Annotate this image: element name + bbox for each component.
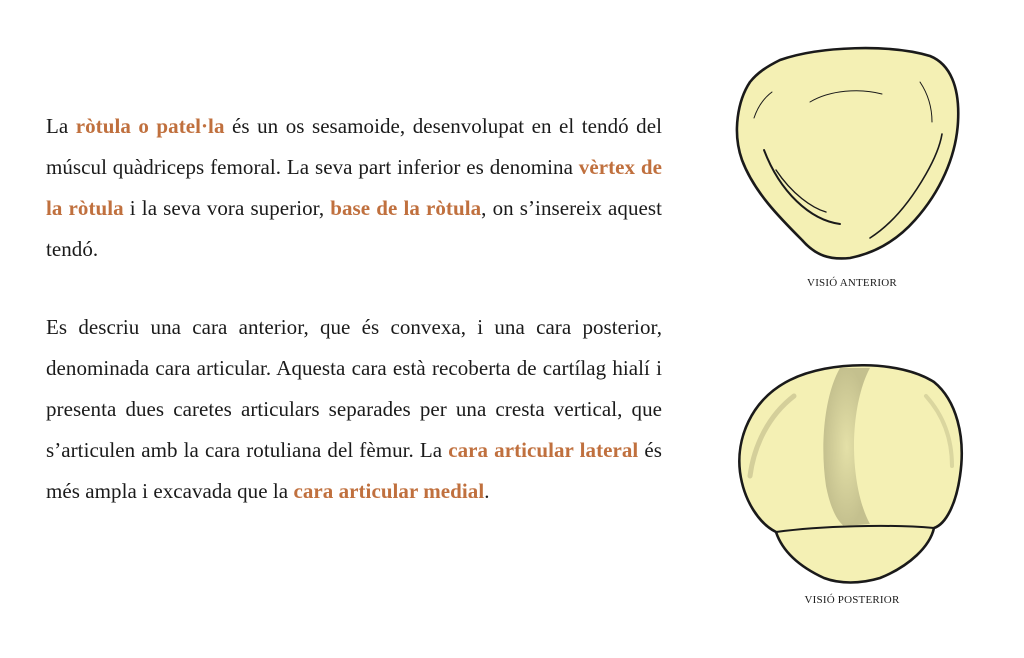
figure-posterior-view — [720, 356, 984, 606]
term-cara-articular-medial: cara articular medial — [293, 479, 485, 503]
paragraph-intro-text-2: és un os sesamoide, desenvolupat en el tendó del múscul quàdriceps femoral. La seva part inferior es denomina — [46, 114, 662, 179]
paragraph-intro-text-3: i la seva vora superior, — [123, 196, 331, 220]
paragraph-intro — [46, 106, 662, 270]
caption-anterior: VISIÓ ANTERIOR — [807, 277, 897, 289]
text-column — [46, 106, 662, 512]
paragraph-faces — [46, 307, 662, 512]
figure-anterior-view — [720, 42, 984, 289]
paragraph-intro-text-4: , on s’insereix aquest tendó. — [46, 196, 663, 261]
term-vertex-rotula: vèrtex de la ròtula — [46, 155, 663, 220]
patella-posterior-illustration — [720, 356, 984, 586]
patella-anterior-illustration — [720, 42, 984, 270]
paragraph-intro-text-1: La — [46, 114, 76, 138]
paragraph-faces-text-3: . — [484, 479, 490, 503]
paragraph-faces-text-2: és més ampla i excavada que la — [46, 438, 662, 503]
term-rotula-patella: ròtula o patel·la — [75, 114, 225, 138]
paragraph-faces-text-1: Es descriu una cara anterior, que és convexa, i una cara posterior, denominada cara articular. Aquesta cara està recoberta de cartílag hialí i presenta dues caretes articulars separades per una cresta vertical, que s’articulen amb la cara rotuliana del fèmur. La — [46, 315, 662, 462]
caption-posterior: VISIÓ POSTERIOR — [804, 594, 900, 606]
term-cara-articular-lateral: cara articular lateral — [448, 438, 639, 462]
term-base-rotula: base de la ròtula — [330, 196, 482, 220]
